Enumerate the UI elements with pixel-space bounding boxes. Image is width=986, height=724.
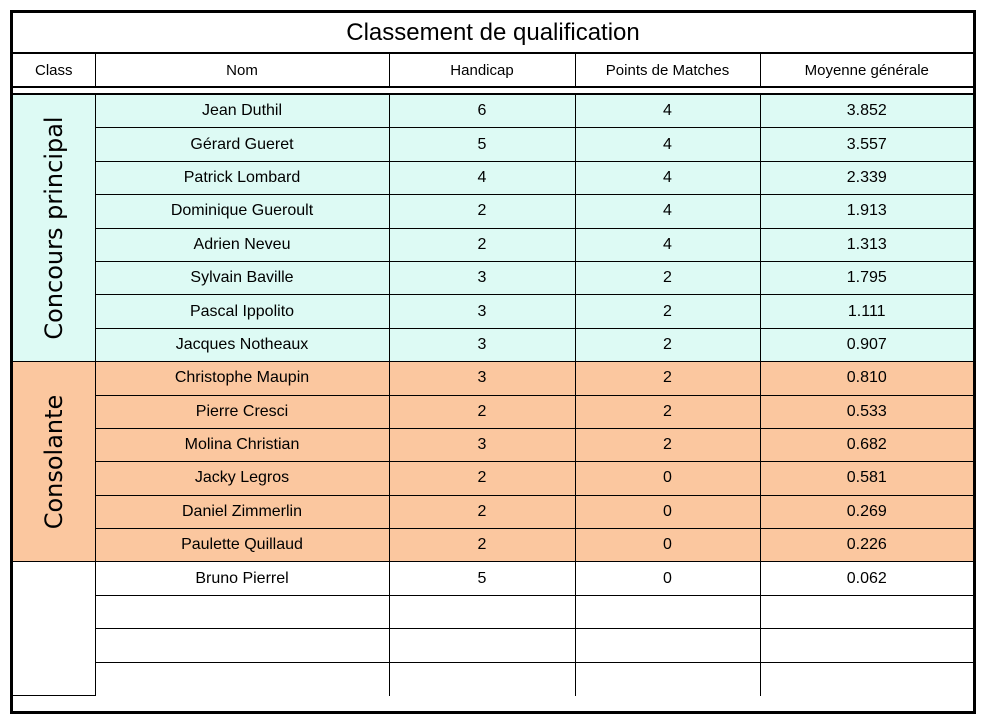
cell-points: 2 [575,295,760,328]
table-row [13,261,973,294]
table-row [13,228,973,261]
header-moyenne: Moyenne générale [760,54,973,87]
cell-moyenne: 1.313 [760,228,973,261]
cell-moyenne: 2.339 [760,161,973,194]
table-row [13,295,973,328]
table-row [13,562,973,595]
cell-points: 4 [575,128,760,161]
cell-points: 2 [575,428,760,461]
header-class: Class [13,54,95,87]
table-row [13,595,973,628]
group-label-concours-principal [13,95,95,362]
cell-handicap [389,662,575,695]
header-nom: Nom [95,54,389,87]
cell-moyenne [760,595,973,628]
cell-points: 4 [575,161,760,194]
cell-moyenne: 1.913 [760,195,973,228]
cell-nom [95,662,389,695]
group-label-consolante [13,362,95,562]
cell-moyenne [760,629,973,662]
cell-nom: Pascal Ippolito [95,295,389,328]
table-row [13,362,973,395]
table-row [13,629,973,662]
qualification-sheet [10,10,976,714]
cell-moyenne: 3.852 [760,95,973,128]
cell-points: 0 [575,562,760,595]
table-row [13,161,973,194]
cell-points: 2 [575,395,760,428]
cell-points [575,662,760,695]
cell-points: 0 [575,462,760,495]
cell-nom: Gérard Gueret [95,128,389,161]
cell-handicap: 5 [389,562,575,595]
cell-nom: Daniel Zimmerlin [95,495,389,528]
cell-handicap: 5 [389,128,575,161]
cell-points: 4 [575,228,760,261]
cell-handicap: 3 [389,295,575,328]
cell-nom: Adrien Neveu [95,228,389,261]
table-row [13,195,973,228]
cell-moyenne: 0.062 [760,562,973,595]
cell-nom [95,595,389,628]
table-row [13,462,973,495]
column-header-row [13,54,973,88]
cell-moyenne: 0.907 [760,328,973,361]
cell-points: 0 [575,495,760,528]
cell-handicap: 3 [389,428,575,461]
table-row [13,128,973,161]
cell-handicap: 2 [389,529,575,562]
cell-nom: Paulette Quillaud [95,529,389,562]
cell-moyenne [760,662,973,695]
cell-handicap: 3 [389,261,575,294]
cell-handicap [389,595,575,628]
cell-nom: Jacky Legros [95,462,389,495]
cell-points: 0 [575,529,760,562]
cell-handicap: 3 [389,328,575,361]
cell-handicap: 2 [389,228,575,261]
table-row [13,662,973,695]
cell-nom [95,629,389,662]
cell-nom: Christophe Maupin [95,362,389,395]
cell-points: 4 [575,195,760,228]
cell-nom: Sylvain Baville [95,261,389,294]
cell-moyenne: 0.269 [760,495,973,528]
table-row [13,529,973,562]
cell-handicap: 2 [389,395,575,428]
page-title: Classement de qualification [13,13,973,54]
cell-points: 2 [575,362,760,395]
cell-points: 2 [575,261,760,294]
ranking-table [13,94,973,696]
cell-nom: Patrick Lombard [95,161,389,194]
cell-points [575,595,760,628]
cell-points: 4 [575,95,760,128]
table-row [13,428,973,461]
cell-points: 2 [575,328,760,361]
table-row [13,95,973,128]
cell-nom: Jacques Notheaux [95,328,389,361]
group-label-text: Concours principal [39,116,68,340]
cell-handicap [389,629,575,662]
group-label-empty [13,562,95,696]
cell-moyenne: 1.795 [760,261,973,294]
cell-moyenne: 0.581 [760,462,973,495]
cell-moyenne: 0.226 [760,529,973,562]
group-label-text: Consolante [39,394,68,530]
cell-nom: Pierre Cresci [95,395,389,428]
cell-nom: Dominique Gueroult [95,195,389,228]
cell-moyenne: 0.810 [760,362,973,395]
cell-handicap: 6 [389,95,575,128]
cell-nom: Molina Christian [95,428,389,461]
cell-moyenne: 1.111 [760,295,973,328]
cell-handicap: 2 [389,495,575,528]
header-points: Points de Matches [575,54,760,87]
cell-handicap: 4 [389,161,575,194]
table-row [13,328,973,361]
cell-handicap: 3 [389,362,575,395]
cell-handicap: 2 [389,195,575,228]
cell-handicap: 2 [389,462,575,495]
header-handicap: Handicap [389,54,575,87]
table-row [13,395,973,428]
cell-moyenne: 0.533 [760,395,973,428]
cell-moyenne: 0.682 [760,428,973,461]
cell-nom: Bruno Pierrel [95,562,389,595]
cell-nom: Jean Duthil [95,95,389,128]
table-row [13,495,973,528]
cell-points [575,629,760,662]
cell-moyenne: 3.557 [760,128,973,161]
